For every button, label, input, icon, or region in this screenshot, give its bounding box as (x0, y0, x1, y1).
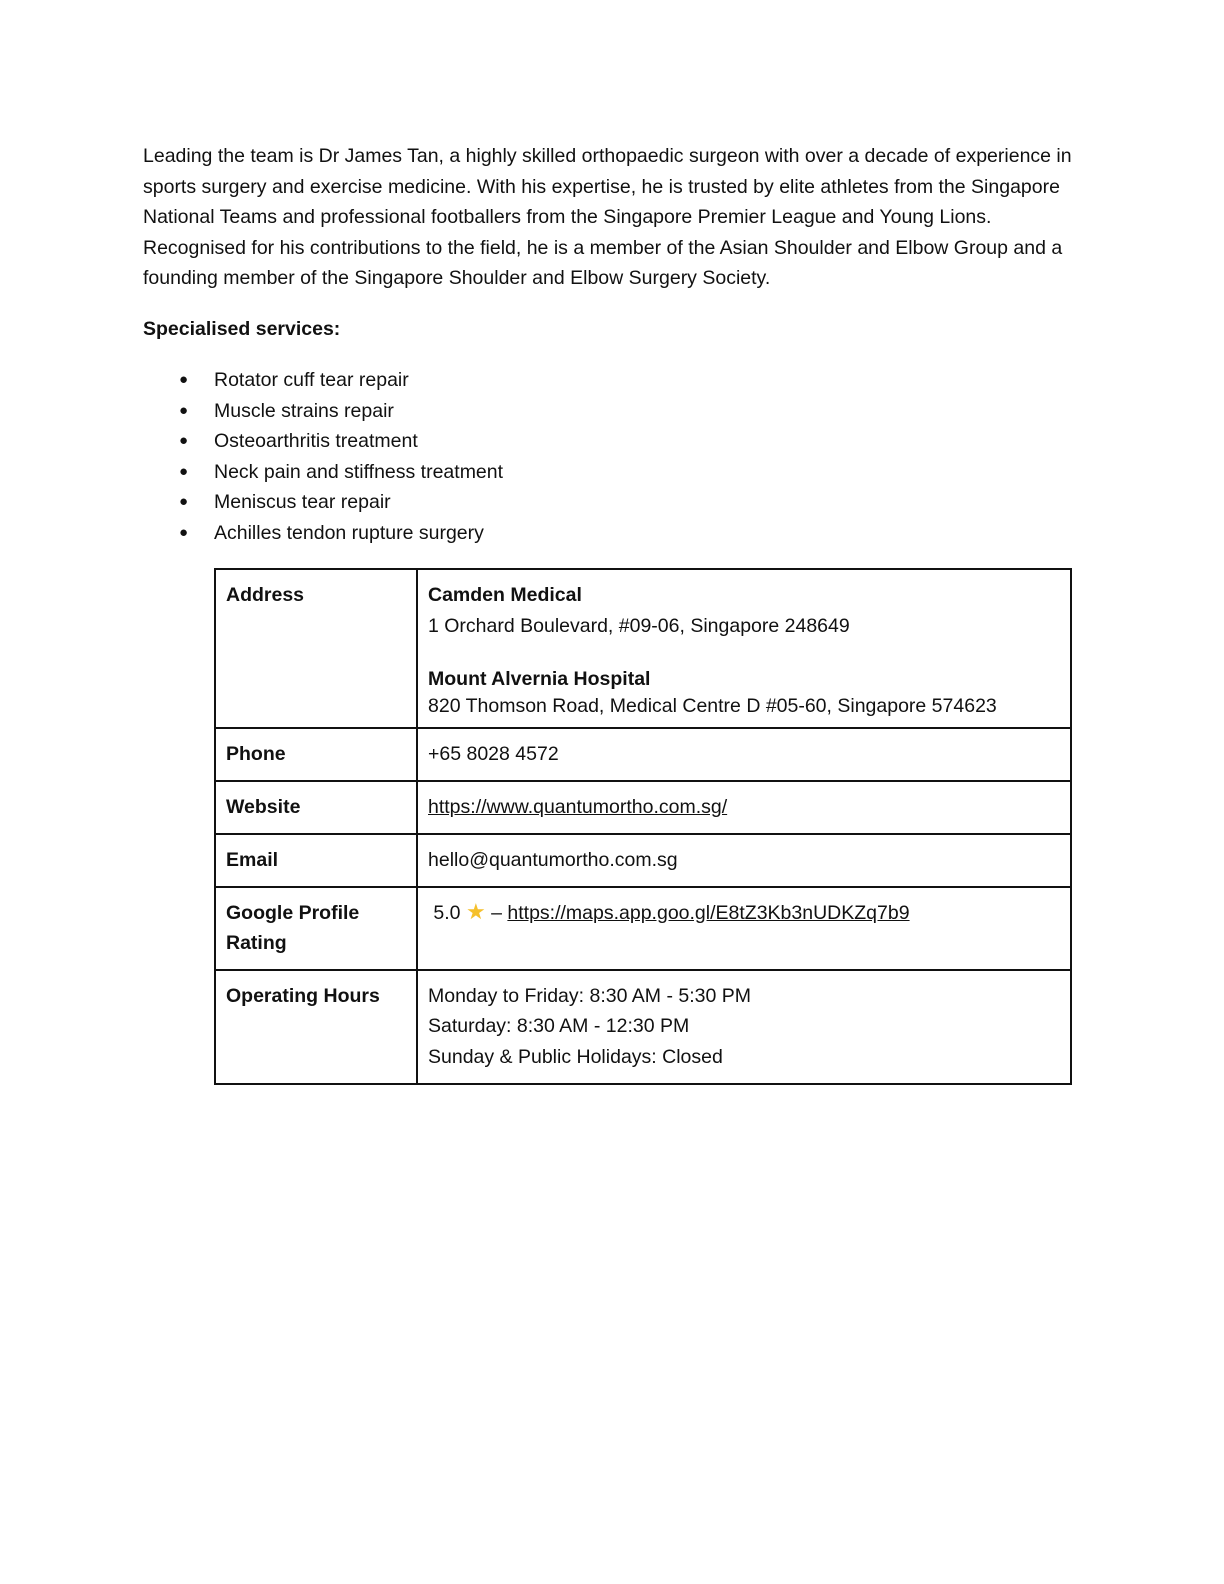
list-item (143, 396, 503, 427)
service-label: Rotator cuff tear repair (214, 369, 409, 391)
spacer (428, 641, 1060, 664)
list-item (143, 457, 503, 488)
bullet-icon: ● (179, 432, 189, 450)
hours-value (417, 970, 1071, 1084)
location-name: Camden Medical (428, 584, 582, 606)
service-label: Muscle strains repair (214, 399, 394, 422)
maps-link[interactable]: https://maps.app.goo.gl/E8tZ3Kb3nUDKZq7b9 (507, 901, 910, 924)
location-address: 820 Thomson Road, Medical Centre D #05-60, Singapore 574623 (428, 694, 997, 717)
contact-info-table (214, 568, 1072, 1085)
hours-line: Monday to Friday: 8:30 AM - 5:30 PM (428, 984, 751, 1007)
services-list (143, 365, 503, 549)
location-name: Mount Alvernia Hospital (428, 668, 651, 691)
service-label: Achilles tendon rupture surgery (214, 521, 484, 544)
rating-label-line: Rating (226, 932, 287, 955)
address-value (417, 569, 1071, 728)
services-heading: Specialised services: (143, 318, 341, 340)
bullet-icon: ● (179, 523, 189, 541)
phone-value: +65 8028 4572 (417, 728, 1071, 781)
list-item (143, 518, 503, 549)
table-row-phone (215, 728, 1071, 781)
table-row-website (215, 781, 1071, 834)
email-value: hello@quantumortho.com.sg (417, 834, 1071, 887)
list-item (143, 365, 503, 396)
rating-label (215, 887, 417, 970)
phone-label: Phone (215, 728, 417, 781)
table-row-address (215, 569, 1071, 728)
bullet-icon: ● (179, 401, 189, 419)
rating-cell (417, 887, 1071, 970)
service-label: Neck pain and stiffness treatment (214, 460, 504, 483)
rating-separator: – (491, 901, 502, 924)
website-label: Website (215, 781, 417, 834)
website-cell (417, 781, 1071, 834)
service-label: Osteoarthritis treatment (214, 430, 418, 453)
bullet-icon: ● (179, 462, 189, 480)
table-row-rating (215, 887, 1071, 970)
bullet-icon: ● (179, 371, 189, 388)
table-row-email (215, 834, 1071, 887)
website-link[interactable]: https://www.quantumortho.com.sg/ (428, 796, 728, 818)
star-icon: ★ (465, 898, 486, 924)
bullet-icon: ● (179, 493, 189, 511)
service-label: Meniscus tear repair (214, 491, 391, 514)
hours-line: Sunday & Public Holidays: Closed (428, 1045, 723, 1068)
intro-paragraph: Leading the team is Dr James Tan, a highly skilled orthopaedic surgeon with over a decade of experience in sports surgery and exercise medicine. With his expertise, he is trusted by elite athletes from the Singapore National Teams and professional footballers from the Singapore Premier League and Young Lions. Recognised for his contributions to the field, he is a member of the Asian Shoulder and Elbow Group and a founding member of the Singapore Shoulder and Elbow Surgery Society. (143, 145, 1072, 290)
email-label: Email (215, 834, 417, 887)
list-item (143, 487, 503, 518)
address-label: Address (215, 569, 417, 728)
list-item (143, 426, 503, 457)
rating-label-line: Google Profile (226, 901, 360, 924)
location-address: 1 Orchard Boulevard, #09-06, Singapore 248649 (428, 614, 850, 637)
rating-score: 5.0 (433, 901, 461, 924)
hours-label: Operating Hours (215, 970, 417, 1084)
table-row-hours (215, 970, 1071, 1084)
hours-line: Saturday: 8:30 AM - 12:30 PM (428, 1015, 690, 1038)
